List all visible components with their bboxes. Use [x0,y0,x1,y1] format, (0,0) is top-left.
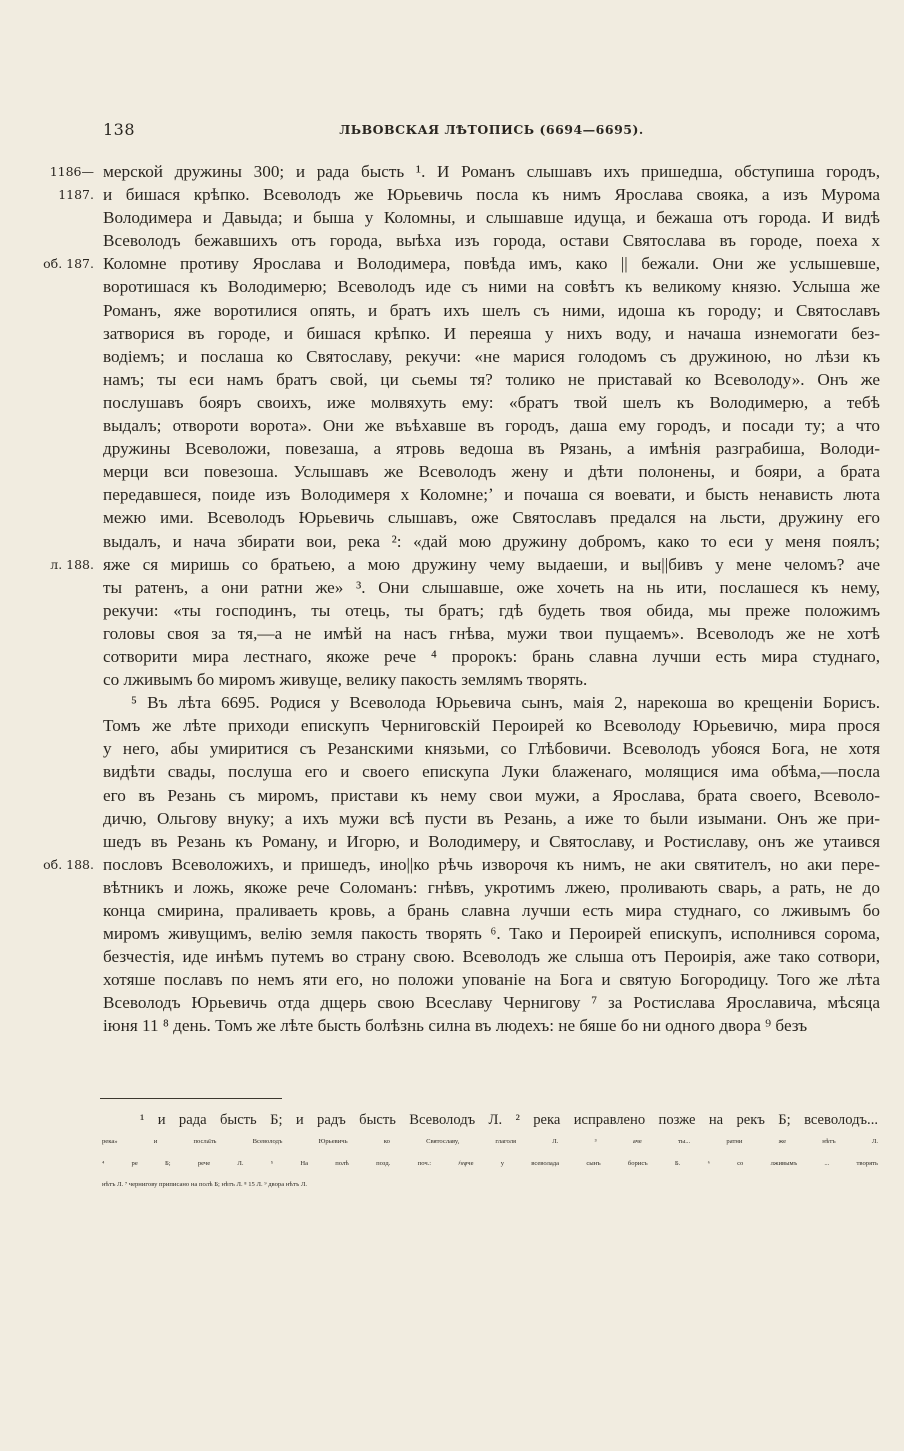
line-text: іюня 11 ⁸ день. Томъ же лѣте бысть болѣзнь силна въ людехъ: не бяше бо ни одного двора ⁹ безъ [103,1016,808,1036]
text-line [0,368,904,391]
text-line [0,714,904,737]
line-text: мерци вси повезоша. Услышавъ же Всеволодъ жену и дѣти полонены, и бояри, а брата [103,462,880,482]
line-text: Всеволодъ Юрьевичь отда дщерь свою Всеславу Чернигову ⁷ за Ростислава Ярославича, мѣсяца [103,993,880,1013]
line-text: дичю, Ольгову внуку; а ихъ мужи всѣ пусти въ Резань, а иже то были изымани. Онъ же при- [103,808,880,828]
text-line [0,1014,904,1037]
line-text: миромъ живущимъ, велію земля пакость творять ⁶. Тако и Пероирей епискупъ, исполнився сорома, [103,924,880,944]
footnote-line: река» и посла̄лъ Всеволодъ Юрьевичь ко Святославу, глаголя Л. ³ аче ты... ратни же нѣтъ Л. [102,1138,878,1146]
chronicle-text [0,160,904,1038]
margin-note: об. 188. [43,856,94,872]
text-line [0,576,904,599]
text-line [0,645,904,668]
line-text: затворися въ городе, и бишася крѣпко. И переяша у нихъ воду, и начаша изнемогати без- [103,323,880,343]
text-line [0,252,904,275]
text-line [0,830,904,853]
line-text: безчестія, иде инѣмъ путемъ во страну свою. Всеволодъ же слыша отъ Пероирія, аже тако сотвори, [103,947,880,967]
text-line [0,899,904,922]
text-line [0,945,904,968]
text-line [0,391,904,414]
line-text: конца смирина, праливаеть кровь, а брань славна лучши есть мира студнаго, со лживымъ бо [103,901,880,920]
text-line [0,599,904,622]
text-line [0,299,904,322]
text-line [0,322,904,345]
text-line [0,206,904,229]
line-text: дружины Всеволожи, повезаша, а ятровь ведоша въ Рязань, а имѣнія разграбиша, Володи- [103,439,880,459]
footnote-rule [100,1098,282,1099]
line-text: послушавъ бояръ своихъ, иже молвяхуть ему: «братъ твой шелъ къ Володимерю, а тебѣ [103,392,880,412]
line-text: у него, абы умиритися съ Резанскими князьми, со Глѣбовичи. Всеволодъ убояся Бога, не хотя [103,739,880,759]
text-line [0,530,904,553]
text-line [0,784,904,807]
text-line [0,876,904,899]
text-line [0,506,904,529]
line-text: Романъ, яже воротилися опять, и братъ ихъ шелъ съ ними, идоша къ городу; и Святославъ [103,300,880,320]
text-line [0,483,904,506]
line-text: сотворити мира лестнаго, якоже рече ⁴ пророкъ: брань славна лучши есть мира студнаго, [103,646,880,666]
page-header [103,120,880,142]
line-text: Володимера и Давыда; и быша у Коломны, и слышавше идуща, и бежаша отъ города. И видѣ [103,208,880,228]
line-text: хотяше пославъ по немъ яти его, но положи упованіе на Бога и святую Богородицу. Того же лѣта [103,970,880,990]
line-text: рекучи: «ты господинъ, ты отець, ты братъ; гдѣ будеть твоя обида, мы преже положимъ [103,600,880,620]
margin-note: л. 188. [50,556,94,572]
margin-note: об. 187. [43,256,94,272]
running-title: ЛЬВОВСКАЯ ЛѢТОПИСЬ (6694—6695). [339,122,644,137]
line-text: со лживымъ бо миромъ живуще, велику пакость землямъ творять. [103,670,588,690]
line-text: головы своя за тя,—а не имѣй на насъ гнѣва, мужи твои пущаемъ». Всеволодъ же не хотѣ [103,623,880,643]
line-text: яже ся миришь со братьею, а мою дружину чему выдаеши, и вы||бивъ у мене челомъ? аче [103,554,880,574]
line-text: воротишася къ Володимерю; Всеволодъ иде съ ними на совѣтъ къ великому князю. Услыша же [103,277,880,297]
line-text: межю ими. Всеволодъ Юрьевичь слышавъ, оже Святославъ предался на льсти, дружину его [103,508,880,528]
text-line [0,922,904,945]
line-text: Коломне противу Ярослава и Володимера, повѣда имъ, како || бежали. Они же услышевше, [103,254,880,274]
line-text: и бишася крѣпко. Всеволодъ же Юрьевичь посла къ нимъ Ярослава свояка, а изъ Мурома [103,185,880,205]
line-text: ⁵ Въ лѣта 6695. Родися у Всеволода Юрьевича сынъ, маія 2, нарекоша во крещеніи Борисъ. [131,693,880,713]
text-line [0,622,904,645]
text-line [0,968,904,991]
text-line [0,668,904,691]
line-text: выдалъ, и нача збирати вои, река ²: «дай мою дружину добромъ, како то еси у меня поялъ; [103,531,880,551]
page-number: 138 [103,120,136,139]
line-text: пословъ Всеволожихъ, и пришедъ, ино||ко рѣчь изворочя къ нимъ, не аки святителъ, но аки пере- [103,854,880,874]
text-line [0,414,904,437]
line-text: его въ Резань съ миромъ, пристави къ нему свои мужи, а Ярослава, брата своего, Всеволо- [103,785,880,805]
text-line [0,737,904,760]
footnote-line: ¹ и рада бысть Б; и радъ бысть Всеволодъ Л. ² река исправлено позже на рекъ Б; всеволодъ... [140,1112,878,1128]
text-line [0,275,904,298]
text-line [0,853,904,876]
text-line [0,229,904,252]
text-line [0,183,904,206]
line-text: Томъ же лѣте приходи епискупъ Черниговскій Пероирей ко Всеволоду Юрьевичю, мира прося [103,716,880,736]
text-line [0,991,904,1014]
text-line [0,553,904,576]
footnote-line: ⁴ ре Б; рече Л. ⁵ На полѣ позд. поч.: ҂ѕѱче у всеволада сынъ борисъ Б. ⁶ со лживымъ ... творять [102,1159,878,1167]
line-text: вѣтникъ и ложь, якоже рече Соломанъ: гнѣвъ, укротимъ лжею, проливають сварь, а рать, не до [103,877,880,897]
line-text: выдалъ; отвороти ворота». Они же въѣхавше въ городъ, даша ему городъ, и посади ту; а что [103,416,880,436]
text-line [0,691,904,714]
text-line [0,807,904,830]
line-text: видѣти свады, послуша его и своего епискупа Луки блаженаго, молящися има обѣма,—посла [103,762,880,782]
line-text: водіемъ; и послаша ко Святославу, рекучи: «не марися голодомъ съ дружиною, но лѣзи къ [103,346,880,366]
text-line [0,460,904,483]
margin-note: 1186—1187. [49,164,94,203]
footnote-line: нѣтъ Л. ⁷ чернигову приписано на полѣ Б; нѣтъ Л. ⁸ 15 Л. ⁹ двора нѣтъ Л. [102,1180,307,1188]
text-line [0,345,904,368]
line-text: Всеволодъ бежавшихъ отъ города, выѣха изъ города, остави Святослава въ городе, поеха х [103,231,880,251]
line-text: шедъ въ Резань къ Роману, и Игорю, и Володимеру, и Святославу, и Ростиславу, онъ же утаився [103,831,880,851]
line-text: передавшеся, поиде изъ Володимеря х Коломне;ʼ и почаша ся воевати, и бысть ненависть люта [103,485,880,505]
line-text: намъ; ты еси намъ братъ свой, ци сьемы тя? толико не приставай ко Всеволоду». Онъ же [103,369,880,389]
text-line [0,760,904,783]
line-text: ты ратенъ, а они ратни же» ³. Они слышавше, оже хочеть на нь ити, послашеся къ нему, [103,577,880,597]
footnotes [102,1110,878,1195]
text-line [0,437,904,460]
line-text: мерской дружины 300; и рада бысть ¹. И Романъ слышавъ ихъ пришедша, обступиша городъ, [103,162,880,181]
